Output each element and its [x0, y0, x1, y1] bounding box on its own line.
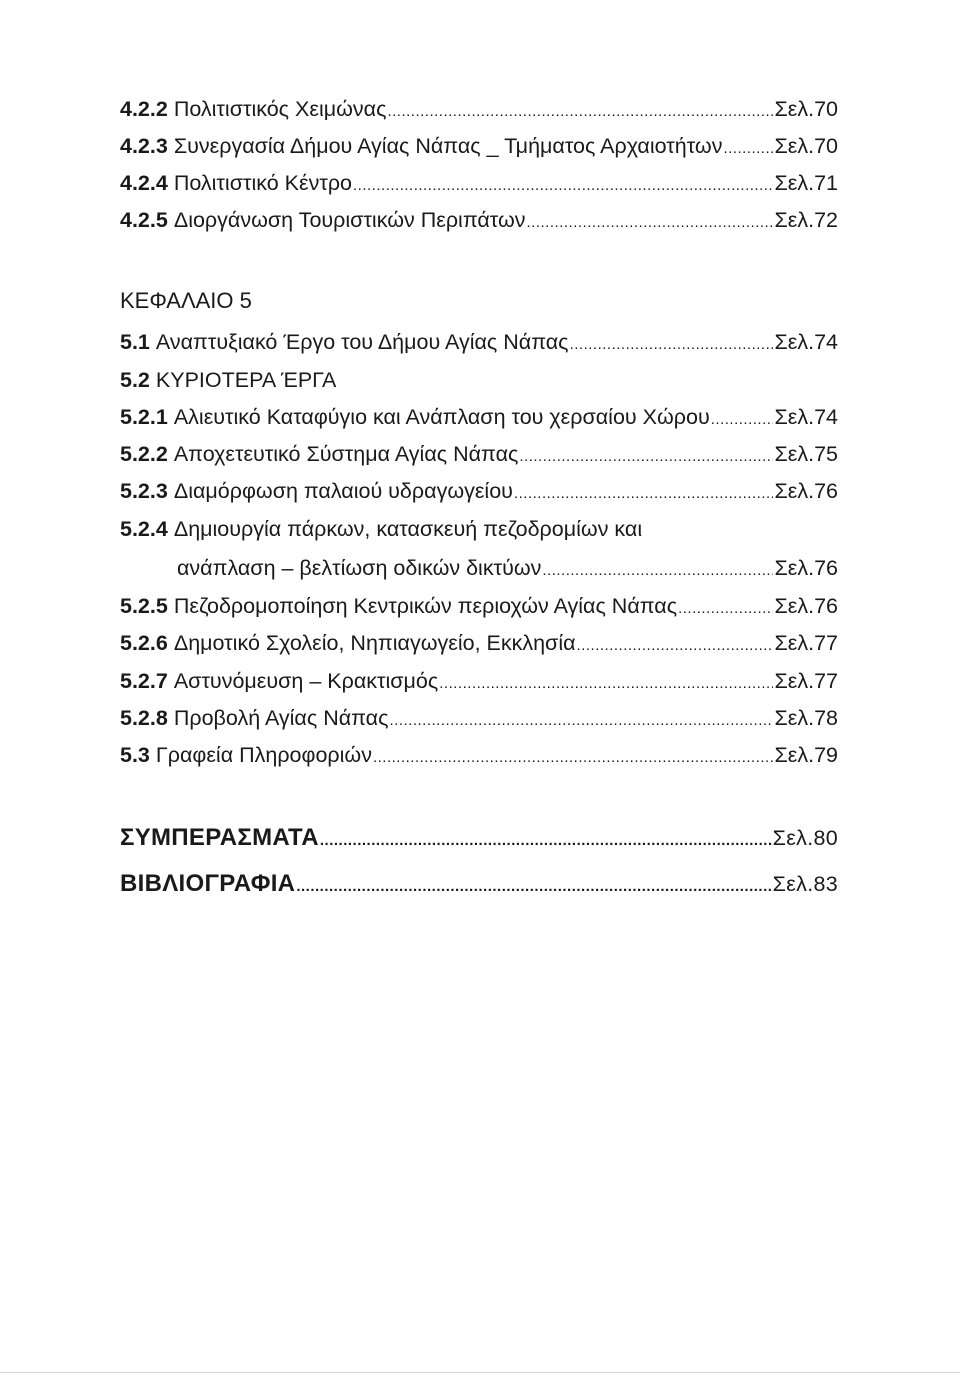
toc-entry-page: Σελ.71: [774, 171, 838, 195]
toc-leader-dots: [514, 479, 774, 509]
toc-entry-title: Προβολή Αγίας Νάπας: [173, 706, 389, 730]
toc-leader-dots: [527, 208, 774, 238]
toc-entry-title: Πεζοδρομοποίηση Κεντρικών περιοχών Αγίας Νάπας: [173, 594, 678, 618]
toc-entry-title: Διοργάνωση Τουριστικών Περιπάτων: [173, 208, 526, 232]
toc-leader-dots: [439, 669, 773, 699]
toc-entry-number: 5.2.5: [120, 594, 168, 618]
toc-entry-title: Αστυνόμευση – Κρακτισμός: [173, 669, 439, 693]
toc-entry-continuation: [177, 553, 838, 586]
chapter-heading: ΚΕΦΑΛΑΙΟ 5: [120, 288, 252, 313]
toc-entry-number: 5.2.1: [120, 405, 168, 429]
toc-leader-dots: [389, 706, 773, 736]
toc-entry-page: Σελ.72: [774, 208, 838, 232]
toc-entry-number: 4.2.2: [120, 97, 168, 121]
toc-entry: [120, 168, 838, 201]
section-heading-number: 5.2: [120, 368, 150, 392]
toc-leader-dots: [353, 171, 773, 201]
toc-entry: [120, 205, 838, 238]
toc-entry: [120, 94, 838, 127]
toc-leader-dots: [320, 826, 772, 856]
toc-entry-page: Σελ.80: [772, 826, 838, 850]
toc-entry-page: Σελ.70: [774, 97, 838, 121]
toc-leader-dots: [542, 556, 773, 586]
toc-entry-page: Σελ.83: [772, 872, 838, 896]
toc-entry-title: ΒΙΒΛΙΟΓΡΑΦΙΑ: [120, 870, 296, 897]
toc-entry: [120, 740, 838, 773]
section-heading-title: ΚΥΡΙΟΤΕΡΑ ΈΡΓΑ: [155, 368, 337, 392]
toc-entry-title: Αναπτυξιακό Έργο του Δήμου Αγίας Νάπας: [155, 330, 569, 354]
toc-leader-dots: [373, 743, 774, 773]
toc-entry-number: 5.3: [120, 743, 150, 767]
toc-entry-page: Σελ.70: [774, 134, 838, 158]
toc-entry: [120, 131, 838, 164]
toc-entry-title: Γραφεία Πληροφοριών: [155, 743, 372, 767]
toc-entry: [120, 439, 838, 472]
toc-entry-number: 4.2.3: [120, 134, 168, 158]
toc-leader-dots: [577, 631, 774, 661]
toc-entry-number: 4.2.5: [120, 208, 168, 232]
toc-entry-page: Σελ.76: [774, 594, 838, 618]
toc-entry-number: 5.2.8: [120, 706, 168, 730]
toc-leader-dots: [723, 134, 773, 164]
toc-entry-title: ΣΥΜΠΕΡΑΣΜΑΤΑ: [120, 824, 319, 851]
toc-entry-number: 5.1: [120, 330, 150, 354]
toc-leader-dots: [387, 97, 773, 127]
toc-entry-title: Δημοτικό Σχολείο, Νηπιαγωγείο, Εκκλησία: [173, 631, 576, 655]
toc-entry-number: 5.2.4: [120, 517, 168, 541]
toc-entry-title: Συνεργασία Δήμου Αγίας Νάπας _ Τμήματος Αρχαιοτήτων: [173, 134, 723, 158]
toc-entry-title: Πολιτιστικό Κέντρο: [173, 171, 353, 195]
toc-entry-major: [120, 869, 838, 902]
toc-entry-number: 5.2.6: [120, 631, 168, 655]
toc-entry-page: Σελ.76: [774, 556, 838, 580]
toc-entry-title: Πολιτιστικός Χειμώνας: [173, 97, 387, 121]
toc-entry-page: Σελ.78: [774, 706, 838, 730]
toc-entry: [120, 591, 838, 624]
toc-leader-dots: [570, 330, 774, 360]
toc-leader-dots: [519, 442, 773, 472]
toc-leader-dots: [678, 594, 773, 624]
toc-entry-number: 5.2.7: [120, 669, 168, 693]
toc-leader-dots: [296, 872, 771, 902]
section-heading: [120, 365, 336, 395]
toc-entry-title: Αλιευτικό Καταφύγιο και Ανάπλαση του χερσαίου Χώρου: [173, 405, 710, 429]
toc-entry-number: 5.2.3: [120, 479, 168, 503]
toc-entry: [120, 476, 838, 509]
toc-entry-title: Αποχετευτικό Σύστημα Αγίας Νάπας: [173, 442, 519, 466]
toc-entry: [120, 402, 838, 435]
toc-entry-number: 5.2.2: [120, 442, 168, 466]
toc-entry: [120, 327, 838, 360]
toc-entry-page: Σελ.77: [774, 669, 838, 693]
toc-entry: [120, 628, 838, 661]
toc-entry-first-line: [120, 514, 642, 544]
toc-entry-major: [120, 823, 838, 856]
toc-entry-page: Σελ.74: [774, 330, 838, 354]
toc-leader-dots: [711, 405, 774, 435]
toc-entry: [120, 666, 838, 699]
toc-entry: [120, 703, 838, 736]
toc-entry-title: Δημιουργία πάρκων, κατασκευή πεζοδρομίων και: [173, 517, 643, 541]
toc-entry-title: Διαμόρφωση παλαιού υδραγωγείου: [173, 479, 513, 503]
toc-entry-page: Σελ.79: [774, 743, 838, 767]
toc-entry-page: Σελ.74: [774, 405, 838, 429]
toc-entry-page: Σελ.75: [774, 442, 838, 466]
toc-entry-number: 4.2.4: [120, 171, 168, 195]
toc-entry-page: Σελ.77: [774, 631, 838, 655]
toc-entry-title-continued: ανάπλαση – βελτίωση οδικών δικτύων: [177, 556, 542, 580]
toc-entry-page: Σελ.76: [774, 479, 838, 503]
